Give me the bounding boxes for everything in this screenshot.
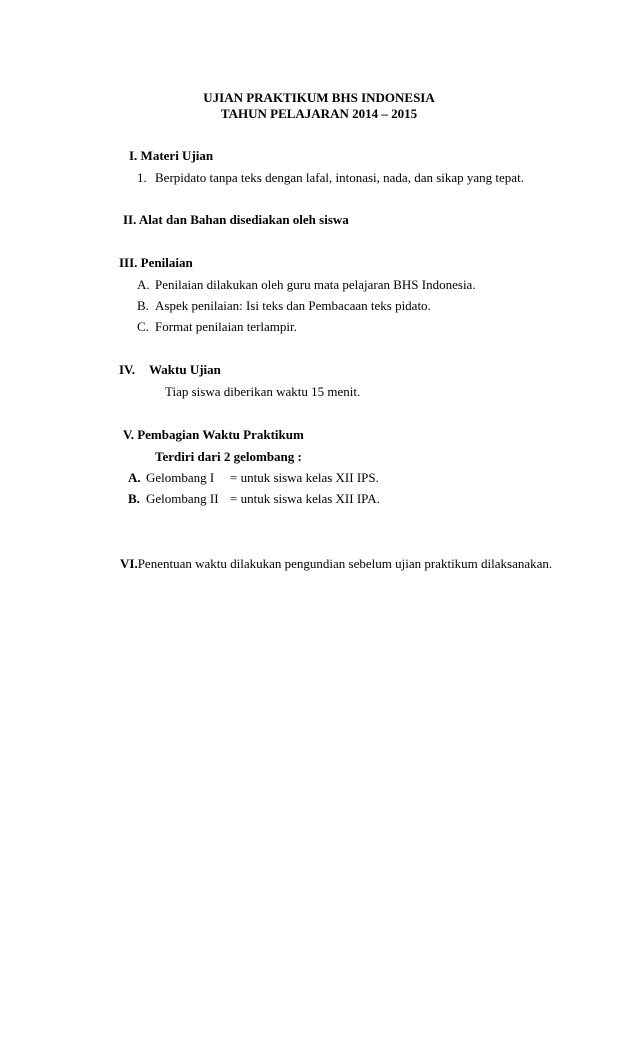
list-marker: A. xyxy=(128,470,141,485)
list-marker: C. xyxy=(137,319,149,334)
section-3-item-c xyxy=(137,319,297,335)
section-5-item-a xyxy=(128,470,379,486)
section-3-item-b xyxy=(137,298,431,314)
section-1-heading: I. Materi Ujian xyxy=(129,148,214,163)
wave-label: Gelombang I xyxy=(146,470,215,485)
section-4-numeral: IV. xyxy=(119,362,136,377)
section-3-item-a xyxy=(137,277,476,293)
section-1-item-1 xyxy=(137,170,524,186)
list-marker: B. xyxy=(137,298,149,313)
section-5-subheading: Terdiri dari 2 gelombang : xyxy=(155,449,302,464)
section-3-heading: III. Penilaian xyxy=(119,255,193,270)
wave-label: Gelombang II xyxy=(146,491,219,506)
list-marker: B. xyxy=(128,491,140,506)
wave-value: = untuk siswa kelas XII IPS. xyxy=(230,470,379,485)
section-4-title: Waktu Ujian xyxy=(149,362,221,377)
list-marker: 1. xyxy=(137,170,147,185)
section-4-body: Tiap siswa diberikan waktu 15 menit. xyxy=(165,384,361,399)
section-5-heading: V. Pembagian Waktu Praktikum xyxy=(123,427,304,442)
section-4-heading xyxy=(119,362,221,378)
section-5-item-b xyxy=(128,491,380,507)
list-item-text: Format penilaian terlampir. xyxy=(155,319,297,334)
wave-value: = untuk siswa kelas XII IPA. xyxy=(230,491,380,506)
list-marker: A. xyxy=(137,277,150,292)
section-2-heading: II. Alat dan Bahan disediakan oleh siswa xyxy=(123,212,349,227)
list-item-text: Berpidato tanpa teks dengan lafal, intonasi, nada, dan sikap yang tepat. xyxy=(155,170,524,185)
document-subtitle: TAHUN PELAJARAN 2014 – 2015 xyxy=(220,106,418,121)
section-6-numeral: VI. xyxy=(120,556,138,571)
list-item-text: Aspek penilaian: Isi teks dan Pembacaan teks pidato. xyxy=(155,298,431,313)
section-6-body: Penentuan waktu dilakukan pengundian sebelum ujian praktikum dilaksanakan. xyxy=(137,556,553,571)
list-item-text: Penilaian dilakukan oleh guru mata pelajaran BHS Indonesia. xyxy=(155,277,476,292)
section-6-text xyxy=(120,556,552,572)
document-title: UJIAN PRAKTIKUM BHS INDONESIA xyxy=(203,90,435,105)
